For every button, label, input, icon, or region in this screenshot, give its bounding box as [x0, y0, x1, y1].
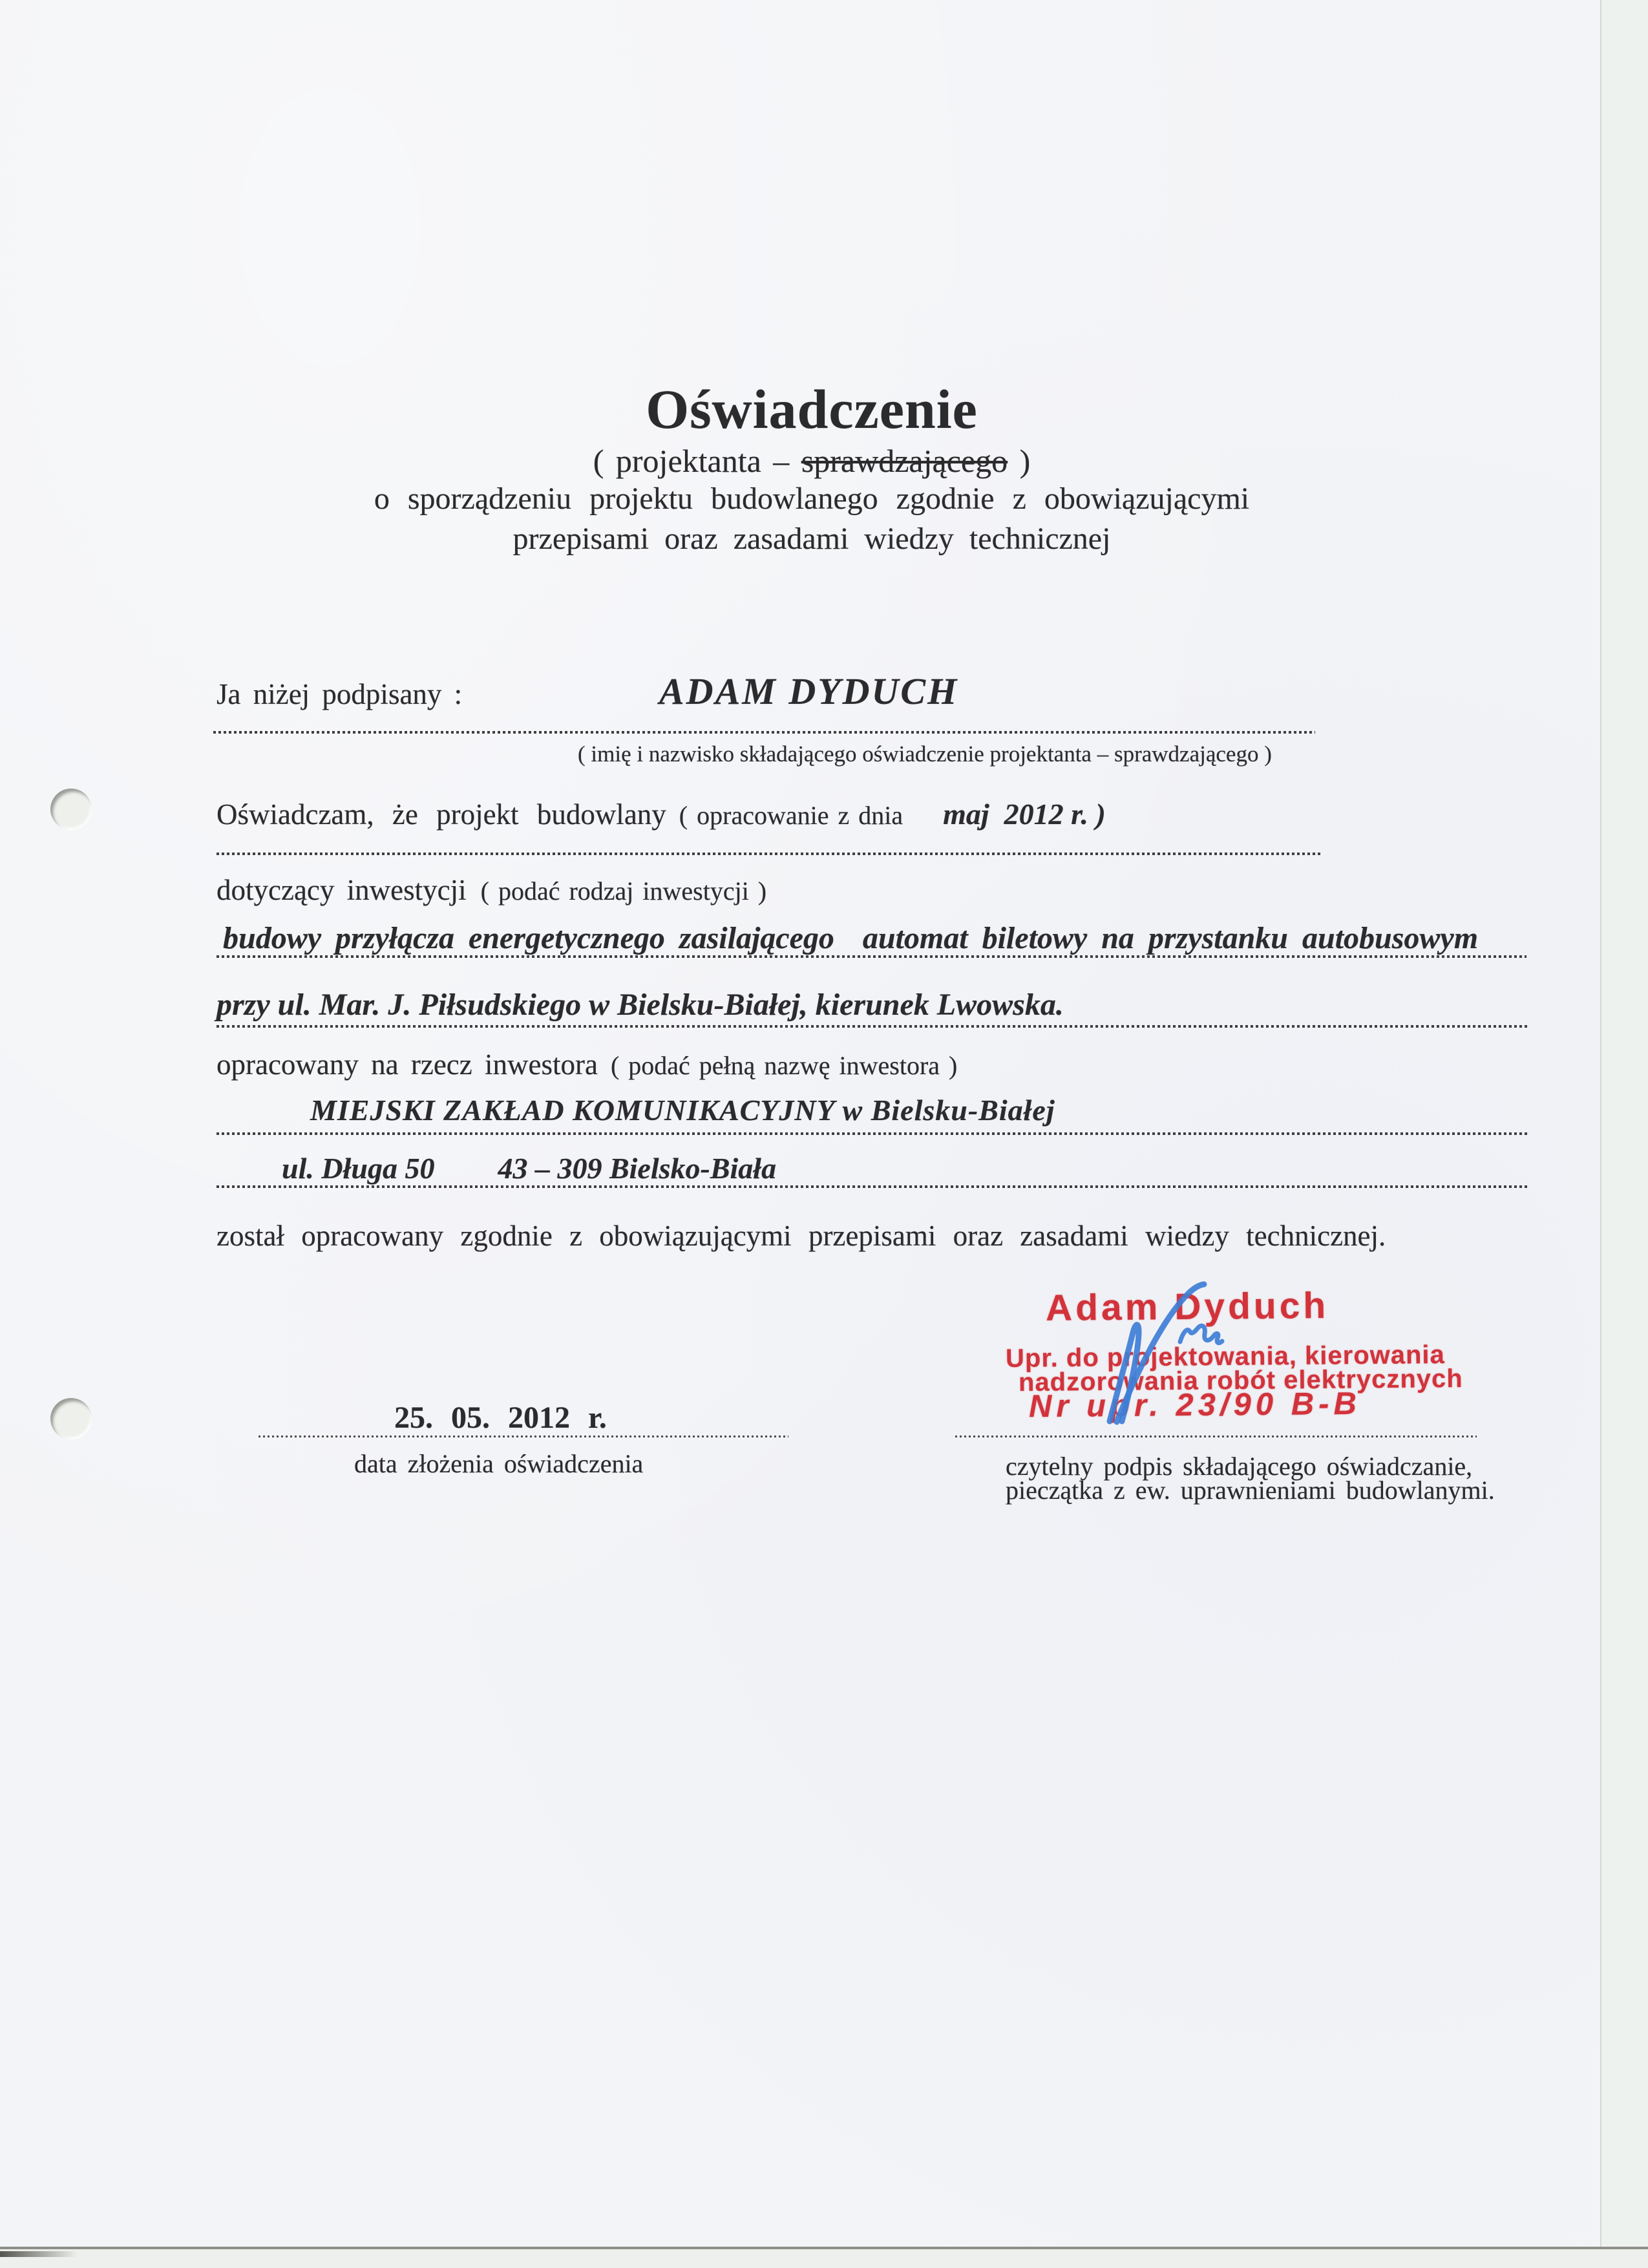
signature-caption-line2: pieczątka z ew. uprawnieniami budowlanymi.	[1006, 1476, 1495, 1505]
document-subtitle-line2: o sporządzeniu projektu budowlanego zgodnie z obowiązującymi	[374, 482, 1250, 516]
stamp-line1: Upr. do projektowania, kierowania	[1005, 1341, 1446, 1373]
signature-caption-line1: czytelny podpis składającego oświadczanie,	[1006, 1452, 1473, 1481]
dotted-line-signature	[955, 1436, 1477, 1437]
punch-hole-top	[50, 789, 92, 830]
statement-date-value: maj 2012 r. )	[943, 798, 1106, 831]
statement-row	[217, 797, 1106, 831]
investor-paren: ( podać pełną nazwę inwestora )	[610, 1051, 958, 1080]
paper-right-edge	[1600, 0, 1648, 2251]
dotted-line-date	[259, 1436, 788, 1437]
investment-label: dotyczący inwestycji	[217, 874, 467, 906]
dotted-line-name	[213, 731, 1315, 734]
stamp-license-number: Nr upr. 23/90 B-B	[1028, 1386, 1362, 1425]
closing-sentence: został opracowany zgodnie z obowiązującymi przepisami oraz zasadami wiedzy technicznej.	[217, 1220, 1386, 1252]
statement-label: Oświadczam, że projekt budowlany	[217, 798, 666, 831]
subtitle-paren-open: ( projektanta –	[593, 443, 801, 479]
dotted-line-investor-address	[217, 1185, 1528, 1188]
dotted-line-investment2	[217, 1025, 1528, 1028]
dotted-line-statement	[217, 853, 1322, 855]
investor-street-value: ul. Długa 50	[282, 1152, 435, 1185]
investor-row	[217, 1048, 957, 1081]
dotted-line-investor-name	[217, 1132, 1528, 1135]
investor-address-row	[282, 1151, 776, 1185]
investment-row	[217, 873, 766, 907]
scanner-background-strip	[0, 2249, 1648, 2268]
paper-corner-shadow	[0, 2251, 78, 2257]
handwritten-signature	[1092, 1260, 1305, 1448]
document-title: Oświadczenie	[646, 378, 978, 440]
name-field-caption: ( imię i nazwisko składającego oświadczenie projektanta – sprawdzającego )	[578, 741, 1272, 767]
declarant-name-value: ADAM DYDUCH	[659, 670, 959, 712]
statement-paren: ( opracowanie z dnia	[679, 801, 903, 830]
stamp-name: Adam Dyduch	[1045, 1285, 1329, 1329]
investment-value-line1: budowy przyłącza energetycznego zasilającego automat biletowy na przystanku autobusowym	[223, 921, 1479, 955]
date-caption: data złożenia oświadczenia	[354, 1449, 644, 1478]
investment-paren: ( podać rodzaj inwestycji )	[480, 876, 767, 906]
date-value: 25. 05. 2012 r.	[394, 1401, 607, 1435]
document-subtitle-line3: przepisami oraz zasadami wiedzy technicznej	[512, 522, 1111, 556]
dotted-line-investment1	[217, 955, 1527, 958]
document-subtitle-role	[0, 442, 1623, 480]
subtitle-paren-close: )	[1008, 443, 1031, 479]
investment-value-line2: przy ul. Mar. J. Piłsudskiego w Bielsku-Białej, kierunek Lwowska.	[217, 988, 1064, 1022]
investor-city-value: 43 – 309 Bielsko-Biała	[498, 1152, 777, 1185]
stamp-line2: nadzorowania robót elektrycznych	[1018, 1364, 1463, 1397]
punch-hole-bottom	[50, 1398, 92, 1439]
investor-label: opracowany na rzecz inwestora	[217, 1048, 598, 1081]
subtitle-struck-word: sprawdzającego	[801, 443, 1008, 479]
investor-name-value: MIEJSKI ZAKŁAD KOMUNIKACYJNY w Bielsku-Białej	[310, 1094, 1055, 1127]
intro-label: Ja niżej podpisany :	[217, 678, 463, 710]
